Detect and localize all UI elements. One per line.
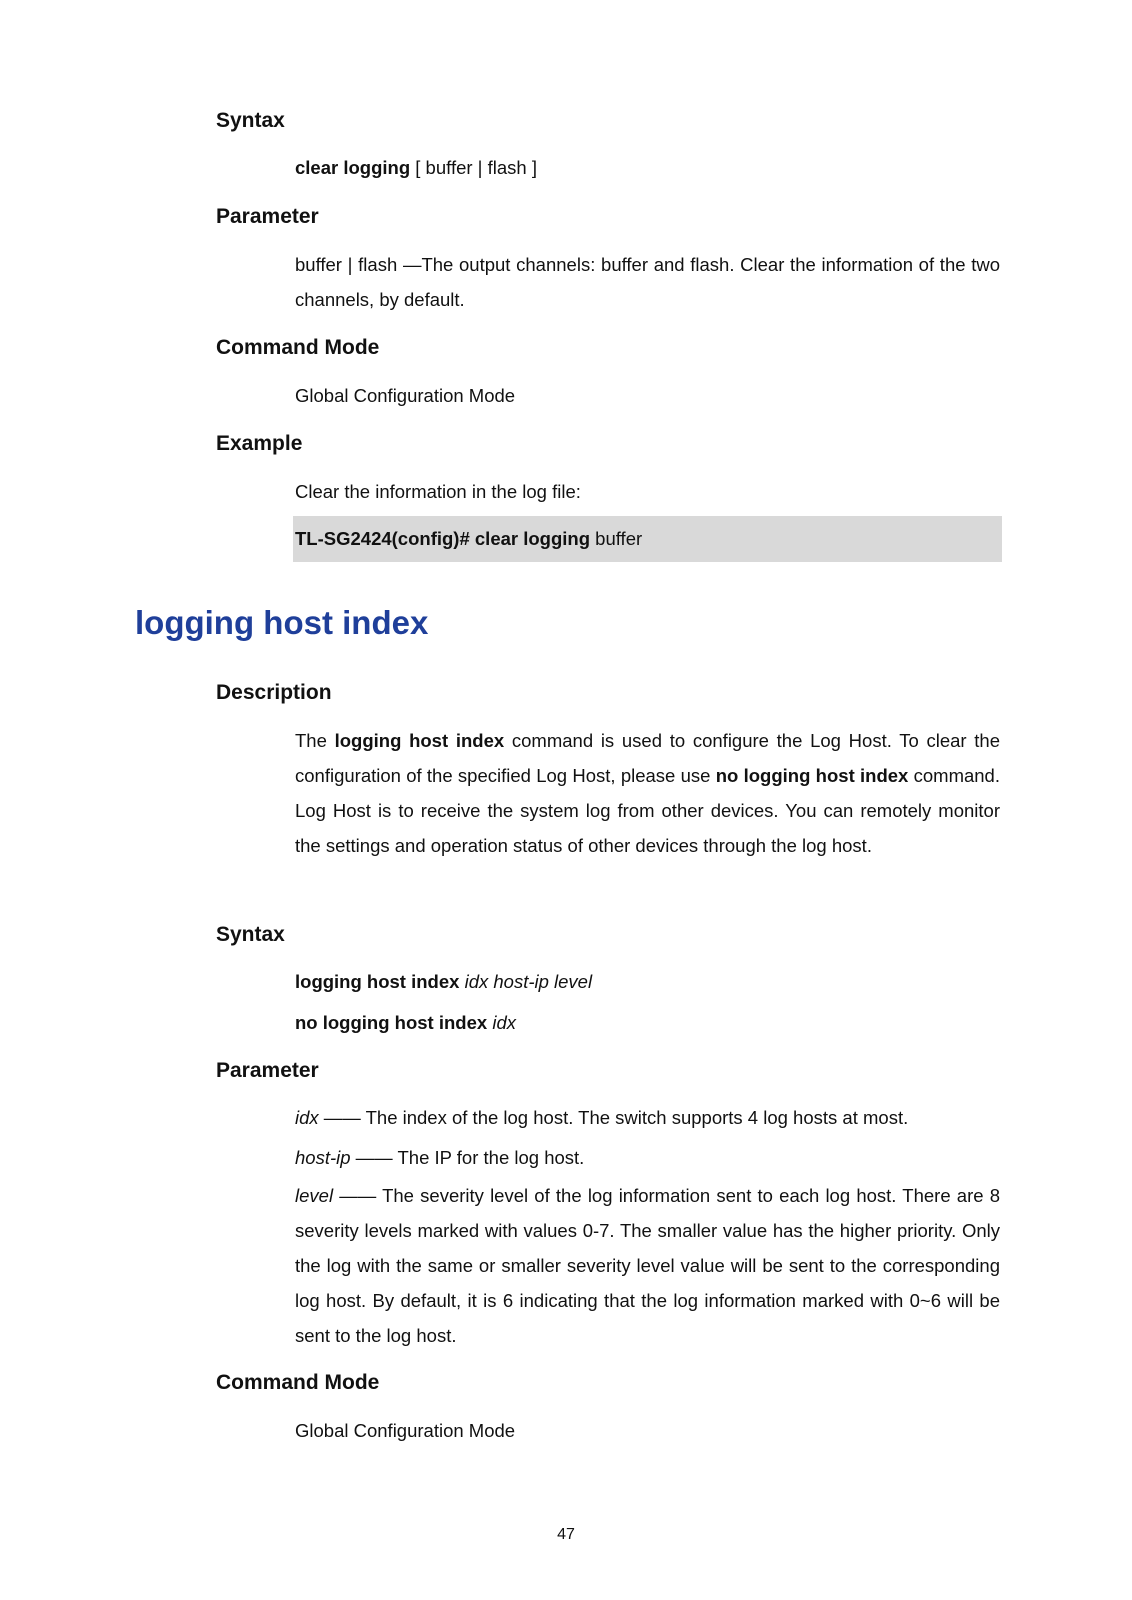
parameter-desc: —— The index of the log host. The switch supports 4 log hosts at most. xyxy=(318,1107,909,1128)
code-args: buffer xyxy=(590,528,643,549)
code-command: clear logging xyxy=(469,528,591,549)
syntax-command: clear logging xyxy=(295,157,411,178)
syntax-line xyxy=(295,155,537,181)
description-no-command: no logging host index xyxy=(715,765,909,786)
code-prompt: TL-SG2424(config)# xyxy=(295,528,470,549)
example-description: Clear the information in the log file: xyxy=(295,481,581,502)
parameter-name: buffer | flash xyxy=(295,254,398,275)
syntax-args: [ buffer | flash ] xyxy=(410,157,537,178)
description-heading: Description xyxy=(216,681,332,704)
description-part: The xyxy=(295,730,335,751)
syntax-args: idx host-ip level xyxy=(459,971,593,992)
example-code-box xyxy=(293,516,1002,562)
syntax-command: no logging host index xyxy=(295,1012,488,1033)
description-part: command. Log Host is to receive the system log from other devices. You can remotely monitor the settings and operation status of other devices through the log host. xyxy=(295,765,1000,856)
syntax-line xyxy=(295,969,592,995)
description-command: logging host index xyxy=(334,730,505,751)
command-mode-heading: Command Mode xyxy=(216,336,380,359)
parameter-name: level xyxy=(295,1185,334,1206)
description-part: command is used to configure the Log Host. To clear the configuration of the specified Log Host, please use xyxy=(295,730,1000,786)
command-mode-text: Global Configuration Mode xyxy=(295,1420,516,1441)
parameter-text xyxy=(295,247,1000,317)
description-text xyxy=(295,723,1000,863)
example-code-line xyxy=(295,526,642,552)
syntax-args: idx xyxy=(487,1012,516,1033)
parameter-name: host-ip xyxy=(295,1147,351,1168)
syntax-heading: Syntax xyxy=(216,923,285,946)
example-heading: Example xyxy=(216,432,303,455)
syntax-line xyxy=(295,1010,516,1036)
syntax-command: logging host index xyxy=(295,971,460,992)
parameter-desc: —The output channels: buffer and flash. Clear the information of the two channels, by default. xyxy=(295,254,1000,310)
parameter-level xyxy=(295,1178,1000,1353)
parameter-heading: Parameter xyxy=(216,1059,319,1082)
parameter-desc: —— The IP for the log host. xyxy=(350,1147,585,1168)
command-mode-heading: Command Mode xyxy=(216,1371,380,1394)
parameter-desc: —— The severity level of the log information sent to each log host. There are 8 severity levels marked with values 0-7. The smaller value has the higher priority. Only the log with the same or smaller severity level value will be sent to the corresponding log host. By default, it is 6 indicating that the log information marked with 0~6 will be sent to the log host. xyxy=(295,1185,1000,1346)
parameter-idx xyxy=(295,1105,908,1131)
parameter-name: idx xyxy=(295,1107,319,1128)
page-number: 47 xyxy=(557,1526,575,1543)
command-mode-text: Global Configuration Mode xyxy=(295,385,516,406)
syntax-heading: Syntax xyxy=(216,109,285,132)
parameter-host-ip xyxy=(295,1145,584,1171)
parameter-heading: Parameter xyxy=(216,205,319,228)
command-title: logging host index xyxy=(135,604,429,641)
